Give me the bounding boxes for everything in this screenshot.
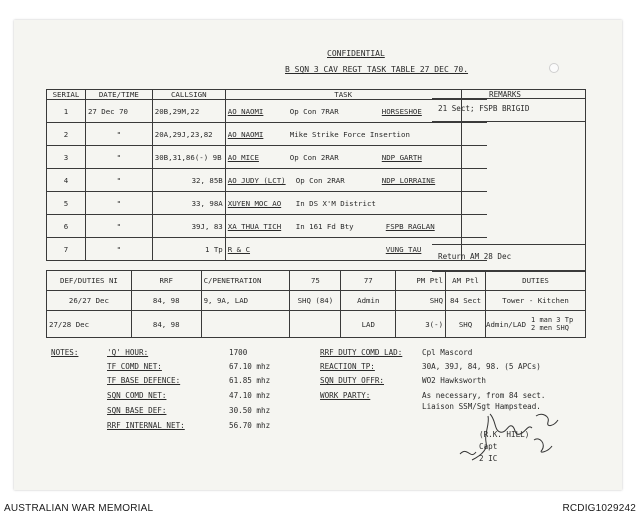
serial-cell: 2 xyxy=(47,123,86,146)
note-label: SQN COMD NET: xyxy=(107,391,167,400)
task-location: VUNG TAU xyxy=(385,244,422,254)
callsign-cell: 33, 98A xyxy=(152,192,225,215)
note-value: As necessary, from 84 sect. xyxy=(422,391,546,400)
duty-cell: LAD xyxy=(341,311,396,338)
duty-row xyxy=(47,311,586,338)
task-area: XUYEN MOC AO xyxy=(227,198,282,208)
task-area: XA THUA TICH xyxy=(227,221,282,231)
note-label: REACTION TP: xyxy=(320,362,375,371)
task-area: R & C xyxy=(227,244,251,254)
date-cell: " xyxy=(85,146,152,169)
duty-cell: 84, 98 xyxy=(131,291,201,311)
duty-cell-admin: Admin/LAD xyxy=(486,319,527,329)
serial-cell: 7 xyxy=(47,238,86,261)
note-value: 47.10 mhz xyxy=(229,391,271,400)
note-label: WORK PARTY: xyxy=(320,391,371,400)
duty-cell-line: 1 man 3 Tp xyxy=(531,315,574,324)
task-detail: In DS X'M District xyxy=(295,198,376,208)
classification-label: CONFIDENTIAL xyxy=(327,49,385,58)
task-table xyxy=(46,89,487,261)
task-detail: Op Con 7RAR xyxy=(289,106,339,116)
task-area: AO NAOMI xyxy=(227,129,264,139)
note-value: 56.70 mhz xyxy=(229,421,271,430)
duty-header: 77 xyxy=(341,271,396,291)
task-area: AO JUDY (LCT) xyxy=(227,175,286,185)
task-cell xyxy=(225,146,461,169)
task-location: NDP LORRAINE xyxy=(381,175,436,185)
punch-hole xyxy=(549,63,559,73)
task-table-header xyxy=(47,90,488,100)
task-cell xyxy=(225,192,461,215)
header-task: TASK xyxy=(225,90,461,100)
date-cell: " xyxy=(85,238,152,261)
note-value: 30A, 39J, 84, 98. (5 APCs) xyxy=(422,362,541,371)
duty-header: C/PENETRATION xyxy=(201,271,290,291)
duty-cell: Tower - Kitchen xyxy=(486,291,586,311)
task-detail: Op Con 2RAR xyxy=(295,175,345,185)
table-row xyxy=(47,169,488,192)
footer-record-id: RCDIG1029242 xyxy=(562,503,636,514)
duty-header: RRF xyxy=(131,271,201,291)
note-label: TF COMD NET: xyxy=(107,362,162,371)
task-cell xyxy=(225,123,461,146)
note-value: 1700 xyxy=(229,348,248,357)
callsign-cell: 1 Tp xyxy=(152,238,225,261)
table-row xyxy=(47,100,488,123)
callsign-cell: 20A,29J,23,82 xyxy=(152,123,225,146)
duty-cell: 84 Sect xyxy=(446,291,486,311)
duty-cell xyxy=(486,311,586,338)
callsign-cell: 30B,31,86(-) 9B xyxy=(152,146,225,169)
document-title: B SQN 3 CAV REGT TASK TABLE 27 DEC 70. xyxy=(285,65,469,74)
table-row xyxy=(47,192,488,215)
header-callsign: CALLSIGN xyxy=(152,90,225,100)
task-detail: In 161 Fd Bty xyxy=(295,221,354,231)
signatory-rank: Capt xyxy=(479,442,498,451)
duty-cell: 84, 98 xyxy=(131,311,201,338)
date-cell: " xyxy=(85,123,152,146)
serial-cell: 5 xyxy=(47,192,86,215)
callsign-cell: 20B,29M,22 xyxy=(152,100,225,123)
header-remarks: REMARKS xyxy=(489,90,522,99)
duty-header-row xyxy=(47,271,586,291)
remarks-row-7: Return AM 28 Dec xyxy=(438,252,512,261)
date-cell: 27 Dec 70 xyxy=(85,100,152,123)
task-cell xyxy=(225,238,461,261)
note-value: 30.50 mhz xyxy=(229,406,271,415)
handwritten-signature xyxy=(450,410,580,470)
task-detail: Mike Strike Force Insertion xyxy=(289,129,410,139)
task-area: AO MICE xyxy=(227,152,259,162)
duty-row xyxy=(47,291,586,311)
task-area: AO NAOMI xyxy=(227,106,264,116)
footer-source: AUSTRALIAN WAR MEMORIAL xyxy=(4,503,154,514)
note-label: TF BASE DEFENCE: xyxy=(107,376,181,385)
note-label: SQN BASE DEF: xyxy=(107,406,167,415)
duty-header: AM Ptl xyxy=(446,271,486,291)
duty-cell-line: 2 men SHQ xyxy=(531,324,569,332)
duty-cell xyxy=(201,311,290,338)
header-serial: SERIAL xyxy=(47,90,86,100)
table-row xyxy=(47,123,488,146)
task-location: FSPB RAGLAN xyxy=(385,221,435,231)
serial-cell: 4 xyxy=(47,169,86,192)
date-cell: " xyxy=(85,215,152,238)
duty-cell: 26/27 Dec xyxy=(47,291,132,311)
duty-cell: 3(-) xyxy=(396,311,446,338)
note-value: Cpl Mascord xyxy=(422,348,473,357)
callsign-cell: 32, 85B xyxy=(152,169,225,192)
duty-header: 75 xyxy=(290,271,341,291)
task-cell xyxy=(225,100,461,123)
duty-cell: SHQ xyxy=(396,291,446,311)
notes-label: NOTES: xyxy=(51,348,79,357)
duty-header: DEF/DUTIES NI xyxy=(47,271,132,291)
header-date: DATE/TIME xyxy=(85,90,152,100)
task-cell xyxy=(225,169,461,192)
duty-cell: 9, 9A, LAD xyxy=(201,291,290,311)
note-value: Liaison SSM/Sgt Hampstead. xyxy=(422,402,541,411)
note-value: 67.10 mhz xyxy=(229,362,271,371)
task-location: NDP GARTH xyxy=(381,152,422,162)
task-cell xyxy=(225,215,461,238)
table-row xyxy=(47,215,488,238)
table-row xyxy=(47,238,488,261)
date-cell: " xyxy=(85,192,152,215)
serial-cell: 3 xyxy=(47,146,86,169)
duty-cell: SHQ xyxy=(446,311,486,338)
serial-cell: 1 xyxy=(47,100,86,123)
callsign-cell: 39J, 83 xyxy=(152,215,225,238)
duty-cell: 27/28 Dec xyxy=(47,311,132,338)
task-detail: Op Con 2RAR xyxy=(289,152,339,162)
duty-table xyxy=(46,270,586,338)
note-value: 61.85 mhz xyxy=(229,376,271,385)
duty-header: DUTIES xyxy=(486,271,586,291)
duty-header: PM Ptl xyxy=(396,271,446,291)
signatory-appointment: 2 IC xyxy=(479,454,498,463)
remarks-row-divider xyxy=(432,121,585,122)
note-label: RRF INTERNAL NET: xyxy=(107,421,185,430)
duty-cell xyxy=(290,311,341,338)
table-row xyxy=(47,146,488,169)
note-value: WO2 Hawksworth xyxy=(422,376,487,385)
duty-cell: Admin xyxy=(341,291,396,311)
note-label: SQN DUTY OFFR: xyxy=(320,376,385,385)
note-label: RRF DUTY COMD LAD: xyxy=(320,348,403,357)
duty-cell: SHQ (84) xyxy=(290,291,341,311)
remarks-row-divider xyxy=(432,244,585,245)
serial-cell: 6 xyxy=(47,215,86,238)
signatory-name: (R.K. HILL) xyxy=(479,430,530,439)
remarks-row-1: 21 Sect; FSPB BRIGID xyxy=(438,104,530,113)
task-location: HORSESHOE xyxy=(381,106,422,116)
note-label: 'Q' HOUR: xyxy=(107,348,149,357)
date-cell: " xyxy=(85,169,152,192)
